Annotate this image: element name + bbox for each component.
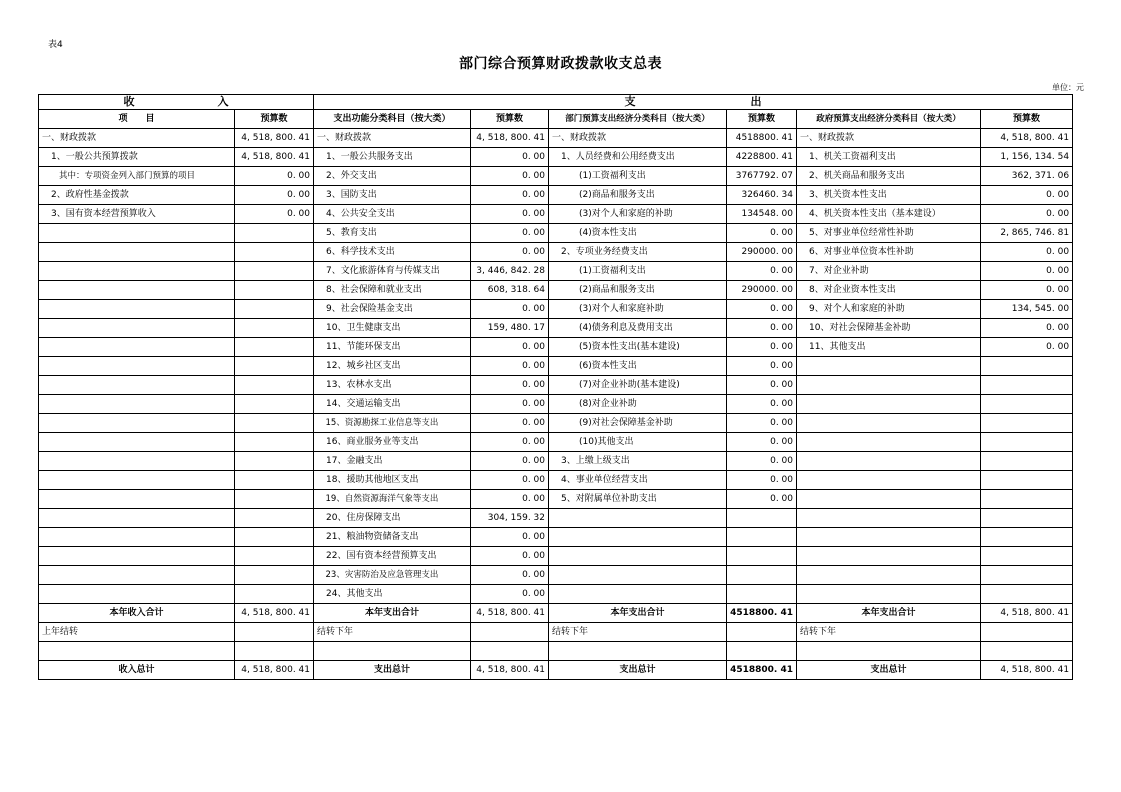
func-value-cell: 0. 00 [471,433,549,452]
income-item-cell [39,509,235,528]
func-value-cell: 0. 00 [471,205,549,224]
income-item-cell [39,471,235,490]
income-item-cell [39,547,235,566]
gov-econ-item-cell [797,585,981,604]
gov-econ-item-cell: 5、对事业单位经常性补助 [797,224,981,243]
func-item-cell: 8、社会保障和就业支出 [314,281,471,300]
func-item-cell: 5、教育支出 [314,224,471,243]
income-value-cell: 4, 518, 800. 41 [235,148,314,167]
income-item-cell [39,338,235,357]
gov-econ-item-cell: 6、对事业单位资本性补助 [797,243,981,262]
gov-econ-value-cell [981,490,1073,509]
func-item-cell: 11、节能环保支出 [314,338,471,357]
carry-over-row [39,623,1073,642]
gov-econ-value-cell [981,471,1073,490]
table-row [39,395,1073,414]
income-char-1: 收 [123,95,135,108]
func-value-cell: 0. 00 [471,585,549,604]
income-item-cell: 一、财政拨款 [39,129,235,148]
gov-econ-item-cell [797,452,981,471]
income-item-cell [39,262,235,281]
table-row [39,167,1073,186]
gov-econ-value-cell [981,509,1073,528]
gov-econ-value-cell: 4, 518, 800. 41 [981,129,1073,148]
budget-summary-table [38,94,1073,680]
table-row [39,224,1073,243]
func-item-cell: 10、卫生健康支出 [314,319,471,338]
income-item-cell: 3、国有资本经营预算收入 [39,205,235,224]
dept-econ-item-cell: (4)债务利息及费用支出 [549,319,727,338]
gov-econ-item-cell: 8、对企业资本性支出 [797,281,981,300]
dept-econ-value-cell: 4228800. 41 [727,148,797,167]
income-value-cell [235,585,314,604]
gov-econ-value-cell [981,357,1073,376]
dept-econ-value-cell: 0. 00 [727,262,797,281]
gov-econ-value-cell: 0. 00 [981,186,1073,205]
gov-econ-value-cell [981,452,1073,471]
income-item-cell [39,300,235,319]
dept-econ-item-cell: (6)资本性支出 [549,357,727,376]
gov-econ-item-cell: 2、机关商品和服务支出 [797,167,981,186]
dept-econ-value-cell: 0. 00 [727,338,797,357]
income-value-cell: 4, 518, 800. 41 [235,129,314,148]
dept-econ-item-cell [549,509,727,528]
gov-econ-item-cell: 1、机关工资福利支出 [797,148,981,167]
dept-econ-value-cell [727,509,797,528]
dept-econ-item-cell: (4)资本性支出 [549,224,727,243]
dept-econ-item-cell: (1)工资福利支出 [549,262,727,281]
gov-carry-label: 结转下年 [797,623,981,642]
table-row [39,547,1073,566]
func-item-cell: 一、财政拨款 [314,129,471,148]
dept-econ-value-cell: 0. 00 [727,395,797,414]
func-value-cell: 0. 00 [471,528,549,547]
dept-total-value: 4518800. 41 [727,604,797,623]
blank-cell [549,642,727,661]
income-section-header [39,95,314,110]
gov-econ-value-cell [981,566,1073,585]
gov-econ-value-cell: 362, 371. 06 [981,167,1073,186]
gov-econ-value-cell [981,376,1073,395]
func-value-cell: 0. 00 [471,395,549,414]
gov-grand-label: 支出总计 [797,661,981,680]
income-value-cell [235,471,314,490]
func-item-cell: 6、科学技术支出 [314,243,471,262]
income-item-cell [39,243,235,262]
income-item-cell [39,319,235,338]
income-value-cell [235,376,314,395]
income-item-cell [39,452,235,471]
table-row [39,338,1073,357]
func-grand-label: 支出总计 [314,661,471,680]
func-value-cell: 0. 00 [471,490,549,509]
dept-econ-item-cell: (3)对个人和家庭补助 [549,300,727,319]
blank-cell [727,642,797,661]
table-row [39,186,1073,205]
income-char-2: 入 [217,95,229,108]
income-value-cell [235,414,314,433]
blank-cell [981,642,1073,661]
dept-econ-value-cell: 290000. 00 [727,281,797,300]
dept-econ-item-cell: 1、人员经费和公用经费支出 [549,148,727,167]
dept-econ-item-cell [549,585,727,604]
table-row [39,414,1073,433]
col-header-func: 支出功能分类科目（按大类） [314,110,471,129]
income-value-cell [235,509,314,528]
func-value-cell: 0. 00 [471,452,549,471]
grand-total-row [39,661,1073,680]
income-item-cell [39,490,235,509]
blank-cell [471,642,549,661]
dept-carry-label: 结转下年 [549,623,727,642]
gov-econ-value-cell: 0. 00 [981,319,1073,338]
income-item-cell [39,357,235,376]
col-header-budget: 预算数 [727,110,797,129]
gov-econ-value-cell: 0. 00 [981,262,1073,281]
table-row [39,509,1073,528]
income-value-cell: 0. 00 [235,186,314,205]
gov-econ-item-cell [797,471,981,490]
func-item-cell: 3、国防支出 [314,186,471,205]
col-header-budget: 预算数 [235,110,314,129]
gov-econ-value-cell: 134, 545. 00 [981,300,1073,319]
income-grand-label: 收入总计 [39,661,235,680]
dept-econ-value-cell: 0. 00 [727,376,797,395]
table-row [39,300,1073,319]
func-item-cell: 4、公共安全支出 [314,205,471,224]
income-value-cell [235,528,314,547]
gov-econ-item-cell [797,509,981,528]
gov-econ-item-cell [797,376,981,395]
page-title: 部门综合预算财政拨款收支总表 [459,56,662,72]
func-item-cell: 18、援助其他地区支出 [314,471,471,490]
gov-econ-item-cell [797,566,981,585]
table-row [39,566,1073,585]
func-item-cell: 14、交通运输支出 [314,395,471,414]
col-header-gov-econ: 政府预算支出经济分类科目（按大类） [797,110,981,129]
gov-grand-value: 4, 518, 800. 41 [981,661,1073,680]
dept-total-label: 本年支出合计 [549,604,727,623]
income-value-cell [235,357,314,376]
dept-econ-item-cell: (8)对企业补助 [549,395,727,414]
dept-econ-value-cell [727,547,797,566]
year-total-row [39,604,1073,623]
func-value-cell: 4, 518, 800. 41 [471,129,549,148]
func-item-cell: 12、城乡社区支出 [314,357,471,376]
func-grand-value: 4, 518, 800. 41 [471,661,549,680]
section-header-row [39,95,1073,110]
gov-econ-item-cell [797,395,981,414]
func-value-cell: 3, 446, 842. 28 [471,262,549,281]
income-value-cell [235,262,314,281]
dept-econ-item-cell: (1)工资福利支出 [549,167,727,186]
gov-total-value: 4, 518, 800. 41 [981,604,1073,623]
dept-econ-item-cell: (3)对个人和家庭的补助 [549,205,727,224]
income-value-cell [235,490,314,509]
table-row [39,452,1073,471]
gov-econ-value-cell: 2, 865, 746. 81 [981,224,1073,243]
income-value-cell [235,300,314,319]
col-header-budget: 预算数 [471,110,549,129]
dept-econ-item-cell [549,566,727,585]
income-total-label: 本年收入合计 [39,604,235,623]
gov-econ-value-cell [981,395,1073,414]
gov-econ-value-cell: 0. 00 [981,338,1073,357]
func-item-cell: 21、粮油物资储备支出 [314,528,471,547]
income-item-cell [39,224,235,243]
func-item-cell: 13、农林水支出 [314,376,471,395]
gov-carry-value [981,623,1073,642]
income-grand-value: 4, 518, 800. 41 [235,661,314,680]
income-item-cell [39,281,235,300]
gov-econ-value-cell: 0. 00 [981,243,1073,262]
col-header-dept-econ: 部门预算支出经济分类科目（按大类） [549,110,727,129]
blank-cell [314,642,471,661]
income-item-cell [39,566,235,585]
expense-section-header [314,95,1073,110]
dept-econ-item-cell: (5)资本性支出(基本建设) [549,338,727,357]
blank-cell [39,642,235,661]
col-header-item: 项 目 [39,110,235,129]
dept-econ-item-cell [549,547,727,566]
func-item-cell: 17、金融支出 [314,452,471,471]
func-value-cell: 0. 00 [471,566,549,585]
func-value-cell: 0. 00 [471,186,549,205]
income-total-value: 4, 518, 800. 41 [235,604,314,623]
func-item-cell: 23、灾害防治及应急管理支出 [314,566,471,585]
income-item-cell [39,585,235,604]
func-item-cell: 2、外交支出 [314,167,471,186]
gov-econ-item-cell: 3、机关资本性支出 [797,186,981,205]
dept-econ-value-cell: 326460. 34 [727,186,797,205]
dept-econ-item-cell: 2、专项业务经费支出 [549,243,727,262]
dept-econ-value-cell: 0. 00 [727,433,797,452]
func-value-cell: 304, 159. 32 [471,509,549,528]
func-item-cell: 24、其他支出 [314,585,471,604]
dept-econ-value-cell: 0. 00 [727,471,797,490]
table-row [39,148,1073,167]
income-value-cell: 0. 00 [235,167,314,186]
table-row [39,528,1073,547]
func-value-cell: 0. 00 [471,414,549,433]
expense-char-1: 支 [624,95,636,108]
gov-econ-item-cell: 11、其他支出 [797,338,981,357]
dept-econ-value-cell: 0. 00 [727,490,797,509]
table-row [39,243,1073,262]
dept-econ-value-cell: 4518800. 41 [727,129,797,148]
income-value-cell [235,566,314,585]
func-value-cell: 0. 00 [471,338,549,357]
income-item-cell [39,528,235,547]
func-value-cell: 0. 00 [471,547,549,566]
dept-econ-item-cell: (2)商品和服务支出 [549,281,727,300]
income-value-cell [235,452,314,471]
gov-econ-item-cell: 一、财政拨款 [797,129,981,148]
dept-econ-value-cell: 0. 00 [727,357,797,376]
dept-econ-value-cell: 3767792. 07 [727,167,797,186]
income-value-cell [235,319,314,338]
func-carry-value [471,623,549,642]
table-row [39,281,1073,300]
dept-econ-value-cell: 0. 00 [727,319,797,338]
func-total-label: 本年支出合计 [314,604,471,623]
dept-econ-value-cell [727,566,797,585]
table-row [39,376,1073,395]
gov-econ-item-cell [797,528,981,547]
blank-cell [235,642,314,661]
gov-econ-value-cell: 1, 156, 134. 54 [981,148,1073,167]
dept-econ-value-cell: 290000. 00 [727,243,797,262]
func-value-cell: 0. 00 [471,148,549,167]
func-item-cell: 19、自然资源海洋气象等支出 [314,490,471,509]
dept-econ-value-cell [727,528,797,547]
gov-econ-value-cell: 0. 00 [981,205,1073,224]
func-item-cell: 1、一般公共服务支出 [314,148,471,167]
income-item-cell [39,395,235,414]
dept-grand-label: 支出总计 [549,661,727,680]
dept-econ-value-cell: 0. 00 [727,300,797,319]
func-value-cell: 608, 318. 64 [471,281,549,300]
table-row [39,319,1073,338]
table-row [39,262,1073,281]
dept-econ-value-cell: 0. 00 [727,452,797,471]
table-row [39,585,1073,604]
gov-econ-item-cell [797,490,981,509]
gov-econ-value-cell: 0. 00 [981,281,1073,300]
table-row [39,357,1073,376]
gov-econ-item-cell: 10、对社会保障基金补助 [797,319,981,338]
income-value-cell: 0. 00 [235,205,314,224]
gov-econ-item-cell [797,433,981,452]
gov-total-label: 本年支出合计 [797,604,981,623]
income-value-cell [235,243,314,262]
dept-econ-item-cell [549,528,727,547]
dept-grand-value: 4518800. 41 [727,661,797,680]
func-item-cell: 15、资源勘探工业信息等支出 [314,414,471,433]
dept-econ-item-cell: (2)商品和服务支出 [549,186,727,205]
income-carry-value [235,623,314,642]
table-row [39,433,1073,452]
income-item-cell [39,376,235,395]
dept-econ-item-cell: (7)对企业补助(基本建设) [549,376,727,395]
income-value-cell [235,395,314,414]
func-total-value: 4, 518, 800. 41 [471,604,549,623]
income-value-cell [235,547,314,566]
dept-econ-item-cell: 4、事业单位经营支出 [549,471,727,490]
income-item-cell: 2、政府性基金拨款 [39,186,235,205]
dept-econ-item-cell: (10)其他支出 [549,433,727,452]
income-carry-label: 上年结转 [39,623,235,642]
func-value-cell: 0. 00 [471,357,549,376]
gov-econ-item-cell: 7、对企业补助 [797,262,981,281]
gov-econ-item-cell: 9、对个人和家庭的补助 [797,300,981,319]
column-header-row [39,110,1073,129]
dept-econ-item-cell: 5、对附属单位补助支出 [549,490,727,509]
blank-cell [797,642,981,661]
blank-row [39,642,1073,661]
func-item-cell: 7、文化旅游体育与传媒支出 [314,262,471,281]
gov-econ-item-cell: 4、机关资本性支出（基本建设） [797,205,981,224]
dept-econ-value-cell [727,585,797,604]
income-item-cell [39,414,235,433]
dept-econ-value-cell: 0. 00 [727,414,797,433]
func-value-cell: 0. 00 [471,243,549,262]
func-item-cell: 16、商业服务业等支出 [314,433,471,452]
gov-econ-value-cell [981,433,1073,452]
func-value-cell: 159, 480. 17 [471,319,549,338]
table-number: 表4 [48,40,63,50]
table-row [39,205,1073,224]
func-item-cell: 9、社会保险基金支出 [314,300,471,319]
income-item-cell: 其中：专项资金列入部门预算的项目 [39,167,235,186]
col-header-budget: 预算数 [981,110,1073,129]
gov-econ-item-cell [797,357,981,376]
func-value-cell: 0. 00 [471,376,549,395]
income-item-cell: 1、一般公共预算拨款 [39,148,235,167]
income-item-cell [39,433,235,452]
dept-econ-item-cell: 一、财政拨款 [549,129,727,148]
gov-econ-item-cell [797,547,981,566]
func-value-cell: 0. 00 [471,471,549,490]
table-row [39,129,1073,148]
gov-econ-value-cell [981,547,1073,566]
gov-econ-item-cell [797,414,981,433]
dept-econ-item-cell: 3、上缴上级支出 [549,452,727,471]
func-carry-label: 结转下年 [314,623,471,642]
gov-econ-value-cell [981,528,1073,547]
income-value-cell [235,224,314,243]
income-value-cell [235,338,314,357]
dept-carry-value [727,623,797,642]
func-value-cell: 0. 00 [471,224,549,243]
func-value-cell: 0. 00 [471,300,549,319]
gov-econ-value-cell [981,414,1073,433]
gov-econ-value-cell [981,585,1073,604]
table-row [39,471,1073,490]
unit-label: 单位：元 [1052,83,1084,92]
func-item-cell: 22、国有资本经营预算支出 [314,547,471,566]
income-value-cell [235,281,314,300]
income-value-cell [235,433,314,452]
dept-econ-value-cell: 0. 00 [727,224,797,243]
table-row [39,490,1073,509]
dept-econ-value-cell: 134548. 00 [727,205,797,224]
func-item-cell: 20、住房保障支出 [314,509,471,528]
expense-char-2: 出 [750,95,762,108]
func-value-cell: 0. 00 [471,167,549,186]
dept-econ-item-cell: (9)对社会保障基金补助 [549,414,727,433]
